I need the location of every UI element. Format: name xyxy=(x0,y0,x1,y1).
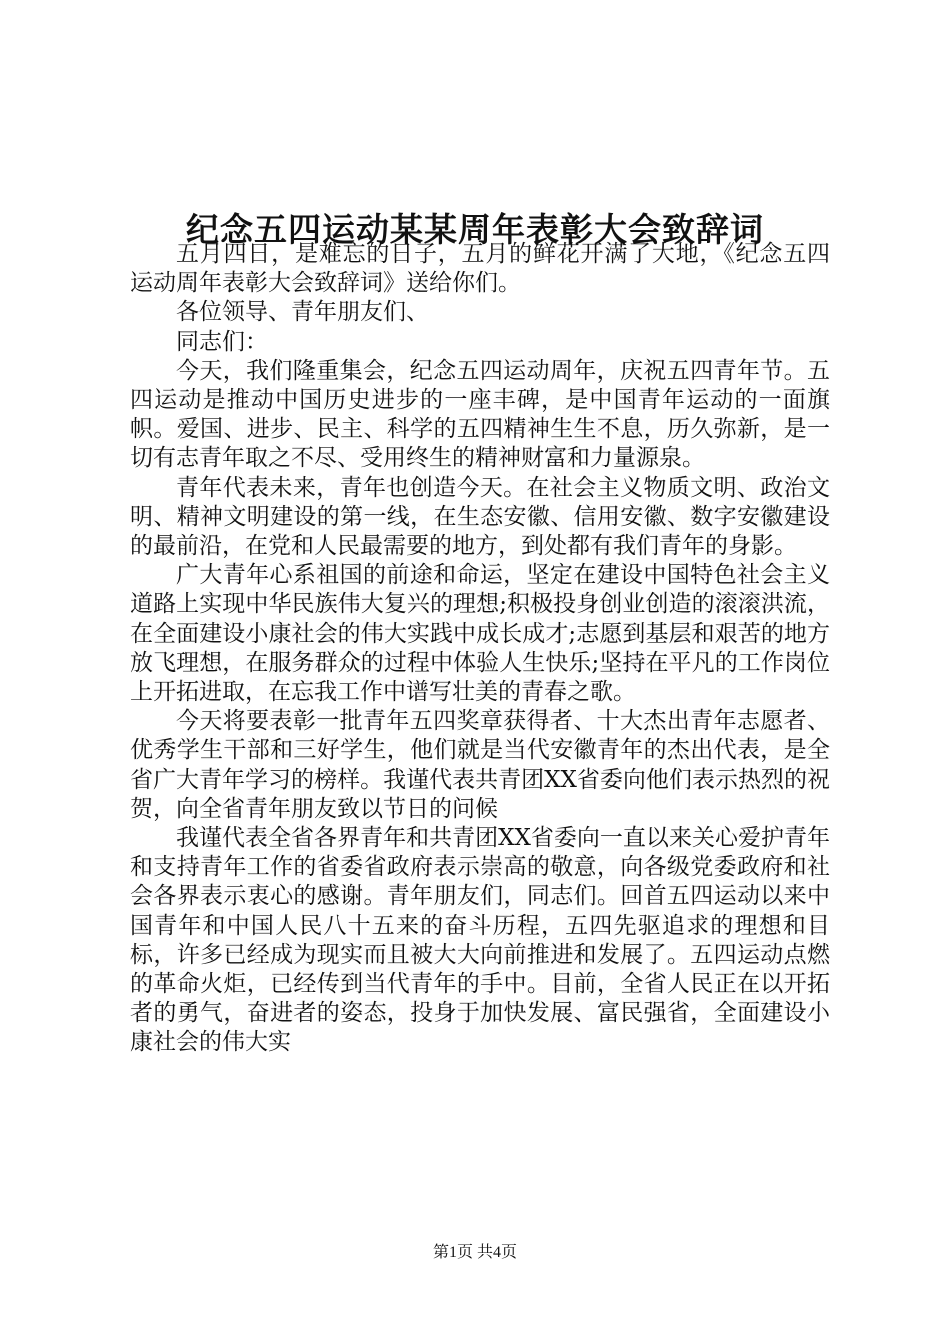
document-body xyxy=(130,240,830,1058)
paragraph: 广大青年心系祖国的前途和命运，坚定在建设中国特色社会主义道路上实现中华民族伟大复兴的理想;积极投身创业创造的滚滚洪流，在全面建设小康社会的伟大实践中成长成才;志愿到基层和艰苦的地方放飞理想，在服务群众的过程中体验人生快乐;坚持在平凡的工作岗位上开拓进取，在忘我工作中谱写壮美的青春之歌。 xyxy=(130,562,830,706)
paragraph: 同志们： xyxy=(176,328,268,355)
paragraph: 五月四日，是难忘的日子，五月的鲜花开满了大地，《纪念五四运动周年表彰大会致辞词》送给你们。 xyxy=(130,241,830,297)
paragraph: 今天将要表彰一批青年五四奖章获得者、十大杰出青年志愿者、优秀学生干部和三好学生，他们就是当代安徽青年的杰出代表，是全省广大青年学习的榜样。我谨代表共青团XX省委向他们表示热烈的祝贺，向全省青年朋友致以节日的问候 xyxy=(130,708,830,822)
paragraph: 我谨代表全省各界青年和共青团XX省委向一直以来关心爱护青年和支持青年工作的省委省政府表示崇高的敬意，向各级党委政府和社会各界表示衷心的感谢。青年朋友们，同志们。回首五四运动以来中国青年和中国人民八十五来的奋斗历程，五四先驱追求的理想和目标，许多已经成为现实而且被大大向前推进和发展了。五四运动点燃的革命火炬，已经传到当代青年的手中。目前，全省人民正在以开拓者的勇气，奋进者的姿态，投身于加快发展、富民强省，全面建设小康社会的伟大实 xyxy=(130,825,830,1056)
document-title: 纪念五四运动某某周年表彰大会致辞词 xyxy=(186,210,764,250)
paragraph: 青年代表未来，青年也创造今天。在社会主义物质文明、政治文明、精神文明建设的第一线，在生态安徽、信用安徽、数字安徽建设的最前沿，在党和人民最需要的地方，到处都有我们青年的身影。 xyxy=(130,474,830,560)
page-footer: 第1页 共4页 xyxy=(432,1244,517,1261)
paragraph: 各位领导、青年朋友们、 xyxy=(176,299,429,326)
paragraph: 今天，我们隆重集会，纪念五四运动周年，庆祝五四青年节。五四运动是推动中国历史进步的一座丰碑，是中国青年运动的一面旗帜。爱国、进步、民主、科学的五四精神生生不息，历久弥新，是一切有志青年取之不尽、受用终生的精神财富和力量源泉。 xyxy=(130,357,830,472)
